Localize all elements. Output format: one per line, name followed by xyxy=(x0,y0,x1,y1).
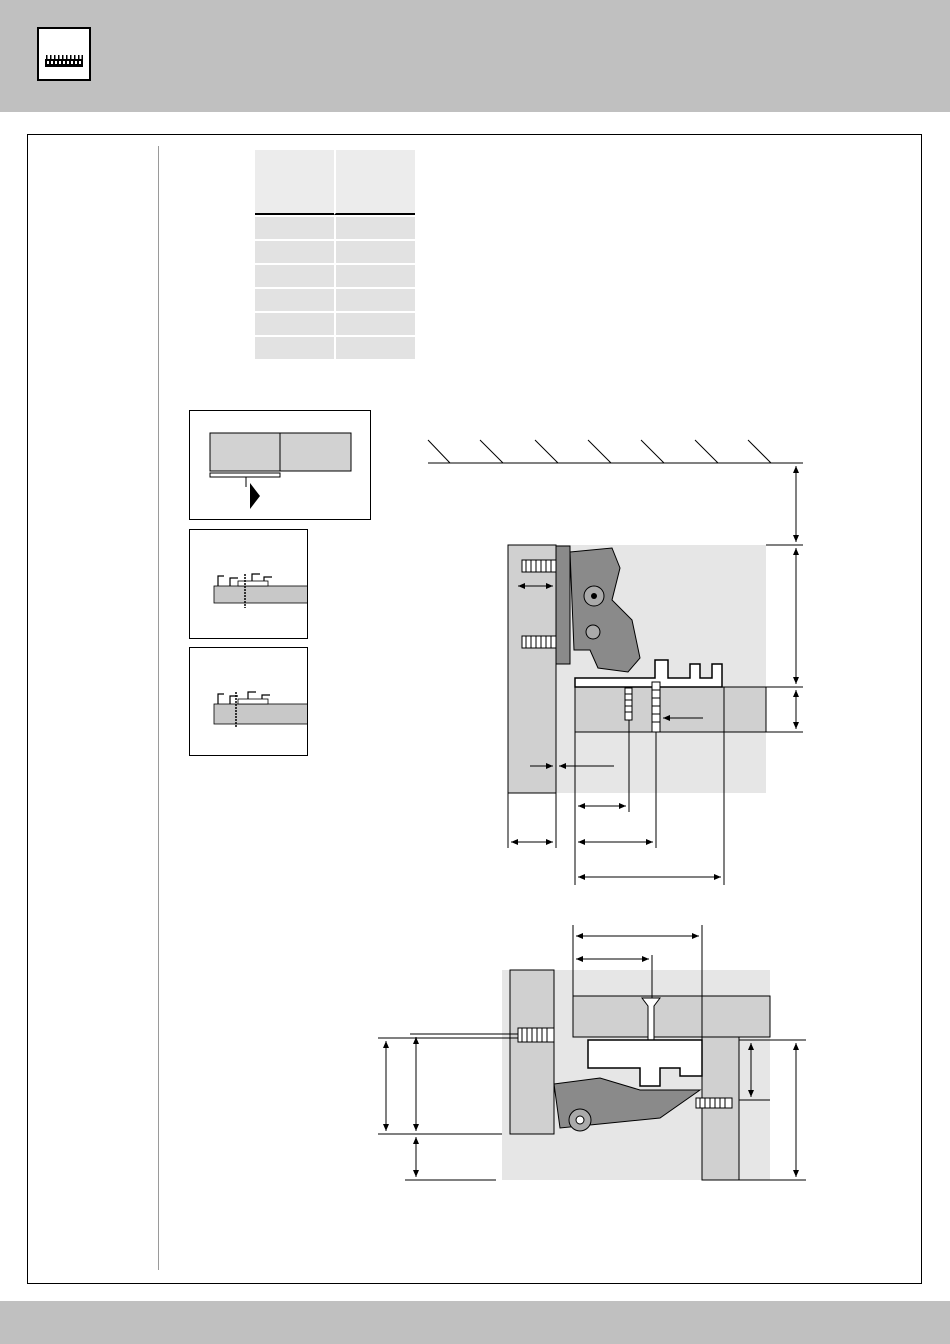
side-panel xyxy=(508,545,556,793)
lower-side-panel xyxy=(510,970,554,1134)
ceiling-line xyxy=(428,440,778,463)
footer-bar xyxy=(0,1301,950,1344)
mounting-plate xyxy=(556,546,570,664)
lower-top-panel xyxy=(573,996,770,1037)
drawer-bottom-panel xyxy=(575,687,766,732)
